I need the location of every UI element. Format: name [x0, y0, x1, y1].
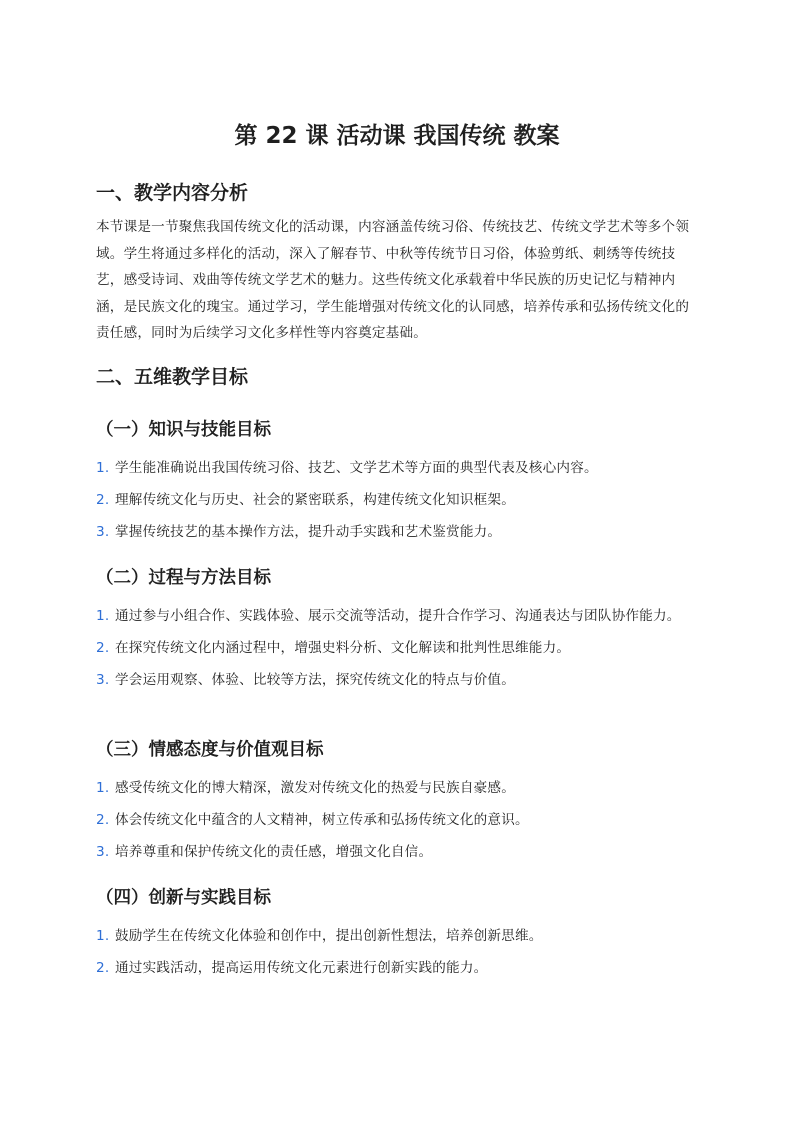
list-number: 1.	[96, 780, 110, 796]
list-item-text: 通过实践活动，提高运用传统文化元素进行创新实践的能力。	[115, 960, 488, 976]
subheading-attitude-values: （三）情感态度与价值观目标	[96, 740, 324, 760]
list-number: 2.	[96, 640, 110, 656]
list-number: 1.	[96, 928, 110, 944]
process-methods-list	[96, 604, 696, 700]
section-heading-analysis: 一、教学内容分析	[96, 182, 249, 204]
list-item-text: 在探究传统文化内涵过程中，增强史料分析、文化解读和批判性思维能力。	[115, 640, 571, 656]
list-number: 1.	[96, 460, 110, 476]
analysis-paragraph: 本节课是一节聚焦我国传统文化的活动课，内容涵盖传统习俗、传统技艺、传统文学艺术等多个领域。学生将通过多样化的活动，深入了解春节、中秋等传统节日习俗，体验剪纸、刺绣等传统技艺，感受诗词、戏曲等传统文学艺术的魅力。这些传统文化承载着中华民族的历史记忆与精神内涵，是民族文化的瑰宝。通过学习，学生能增强对传统文化的认同感，培养传承和弘扬传统文化的责任感，同时为后续学习文化多样性等内容奠定基础。	[96, 219, 690, 341]
list-item	[96, 488, 696, 512]
list-item	[96, 604, 696, 628]
subheading-process-methods: （二）过程与方法目标	[96, 568, 271, 588]
section-heading-objectives: 二、五维教学目标	[96, 366, 249, 388]
list-item	[96, 456, 696, 480]
list-item	[96, 520, 696, 544]
list-number: 3.	[96, 672, 110, 688]
list-item	[96, 956, 696, 980]
list-item-text: 体会传统文化中蕴含的人文精神，树立传承和弘扬传统文化的意识。	[115, 812, 529, 828]
list-number: 3.	[96, 524, 110, 540]
subheading-innovation-practice: （四）创新与实践目标	[96, 888, 271, 908]
list-item	[96, 924, 696, 948]
list-item	[96, 808, 696, 832]
list-number: 1.	[96, 608, 110, 624]
list-number: 2.	[96, 492, 110, 508]
list-item-text: 学生能准确说出我国传统习俗、技艺、文学艺术等方面的典型代表及核心内容。	[115, 460, 598, 476]
list-item	[96, 776, 696, 800]
attitude-values-list	[96, 776, 696, 872]
list-number: 3.	[96, 844, 110, 860]
list-item	[96, 668, 696, 692]
list-item-text: 鼓励学生在传统文化体验和创作中，提出创新性想法，培养创新思维。	[115, 928, 543, 944]
list-item-text: 理解传统文化与历史、社会的紧密联系，构建传统文化知识框架。	[115, 492, 516, 508]
knowledge-skills-list	[96, 456, 696, 552]
list-item-text: 培养尊重和保护传统文化的责任感，增强文化自信。	[115, 844, 433, 860]
innovation-practice-list	[96, 924, 696, 988]
list-item-text: 掌握传统技艺的基本操作方法，提升动手实践和艺术鉴赏能力。	[115, 524, 502, 540]
subheading-knowledge-skills: （一）知识与技能目标	[96, 420, 271, 440]
list-item	[96, 636, 696, 660]
document-title: 第 22 课 活动课 我国传统 教案	[234, 123, 560, 149]
list-item-text: 学会运用观察、体验、比较等方法，探究传统文化的特点与价值。	[115, 672, 516, 688]
list-item	[96, 840, 696, 864]
list-number: 2.	[96, 812, 110, 828]
list-item-text: 感受传统文化的博大精深，激发对传统文化的热爱与民族自豪感。	[115, 780, 516, 796]
list-number: 2.	[96, 960, 110, 976]
list-item-text: 通过参与小组合作、实践体验、展示交流等活动，提升合作学习、沟通表达与团队协作能力。	[115, 608, 681, 624]
